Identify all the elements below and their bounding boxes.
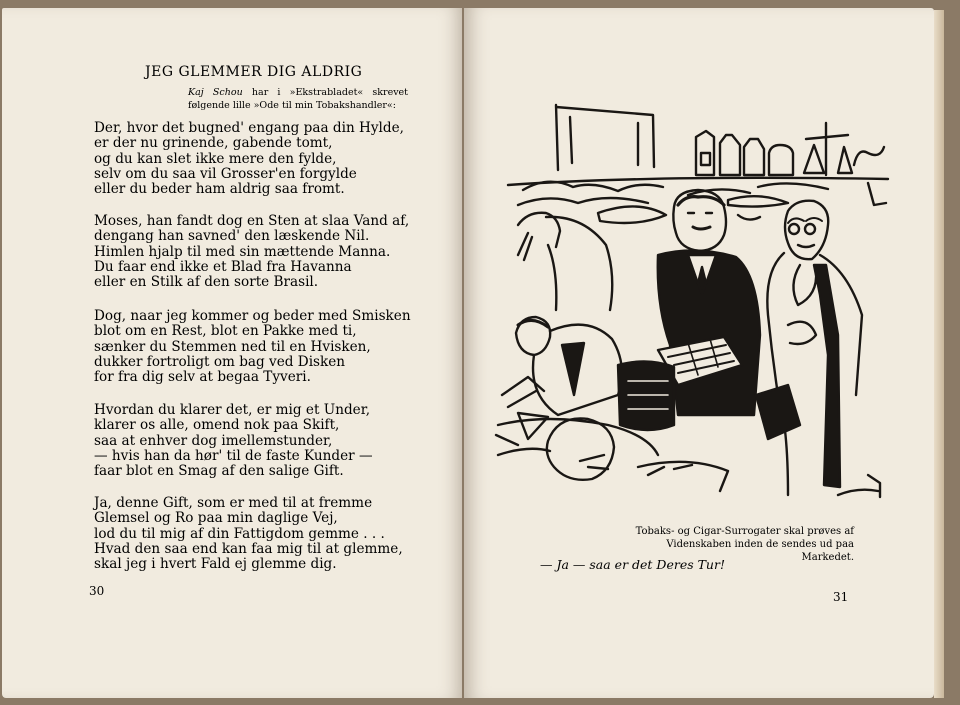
verse-line: Dog, naar jeg kommer og beder med Smisken (94, 308, 411, 324)
verse-line: og du kan slet ikke mere den fylde, (94, 150, 337, 167)
poem-title: JEG GLEMMER DIG ALDRIG (145, 64, 363, 80)
verse-line: skal jeg i hvert Fald ej glemme dig. (94, 556, 337, 573)
page-number-left: 30 (89, 584, 105, 598)
verse-line: eller en Stilk af den sorte Brasil. (94, 274, 319, 291)
verse-line: Himlen hjalp til med sin mættende Manna. (94, 243, 391, 260)
verse-line: faar blot en Smag af den salige Gift. (94, 463, 344, 480)
illustration-subcaption: — Ja — saa er det Deres Tur! (540, 557, 725, 572)
page-edges (934, 10, 944, 698)
verse-line: Der, hvor det bugned' engang paa din Hylde, (94, 120, 404, 136)
verse-line: for fra dig selv at begaa Tyveri. (94, 369, 311, 386)
verse-line: Hvad den saa end kan faa mig til at glemme, (94, 540, 403, 557)
verse-line: Hvordan du klarer det, er mig et Under, (94, 402, 371, 418)
verse-line: klarer os alle, omend nok paa Skift, (94, 417, 340, 434)
stanza-2 (94, 214, 409, 290)
verse-line: sænker du Stemmen ned til en Hvisken, (94, 338, 371, 355)
verse-line: blot om en Rest, blot en Pakke med ti, (94, 323, 357, 340)
verse-line: dukker fortroligt om bag ved Disken (94, 353, 346, 370)
verse-line: er der nu grinende, gabende tomt, (94, 135, 333, 152)
verse-line: — hvis han da hør' til de faste Kunder — (94, 447, 373, 464)
intro-author: Kaj Schou (188, 87, 243, 98)
stanza-3 (94, 309, 411, 385)
poem-intro (188, 86, 408, 112)
verse-line: selv om du saa vil Grosser'en forgylde (94, 165, 357, 182)
cartoon-illustration (488, 95, 896, 510)
stanza-1 (94, 121, 404, 197)
verse-line: eller du beder ham aldrig saa fromt. (94, 181, 345, 198)
verse-line: dengang han savned' den læskende Nil. (94, 228, 370, 245)
caption-line-2: Videnskaben inden de sendes ud paa Markedet. (666, 539, 854, 563)
verse-line: Glemsel og Ro paa min daglige Vej, (94, 510, 338, 527)
verse-line: lod du til mig af din Fattigdom gemme . . . (94, 525, 385, 542)
caption-line-1: Tobaks- og Cigar-Surrogater skal prøves af (635, 526, 854, 537)
verse-line: Du faar end ikke et Blad fra Havanna (94, 258, 352, 275)
intro-text: har i »Ekstrabladet« skrevet følgende lille »Ode til min Tobakshandler«: (188, 87, 409, 111)
verse-line: Moses, han fandt dog en Sten at slaa Vand af, (94, 213, 410, 229)
verse-line: saa at enhver dog imellemstunder, (94, 432, 333, 449)
page-number-right: 31 (833, 590, 849, 604)
stanza-4 (94, 403, 373, 479)
verse-line: Ja, denne Gift, som er med til at fremme (94, 495, 373, 511)
stanza-5 (94, 496, 403, 572)
